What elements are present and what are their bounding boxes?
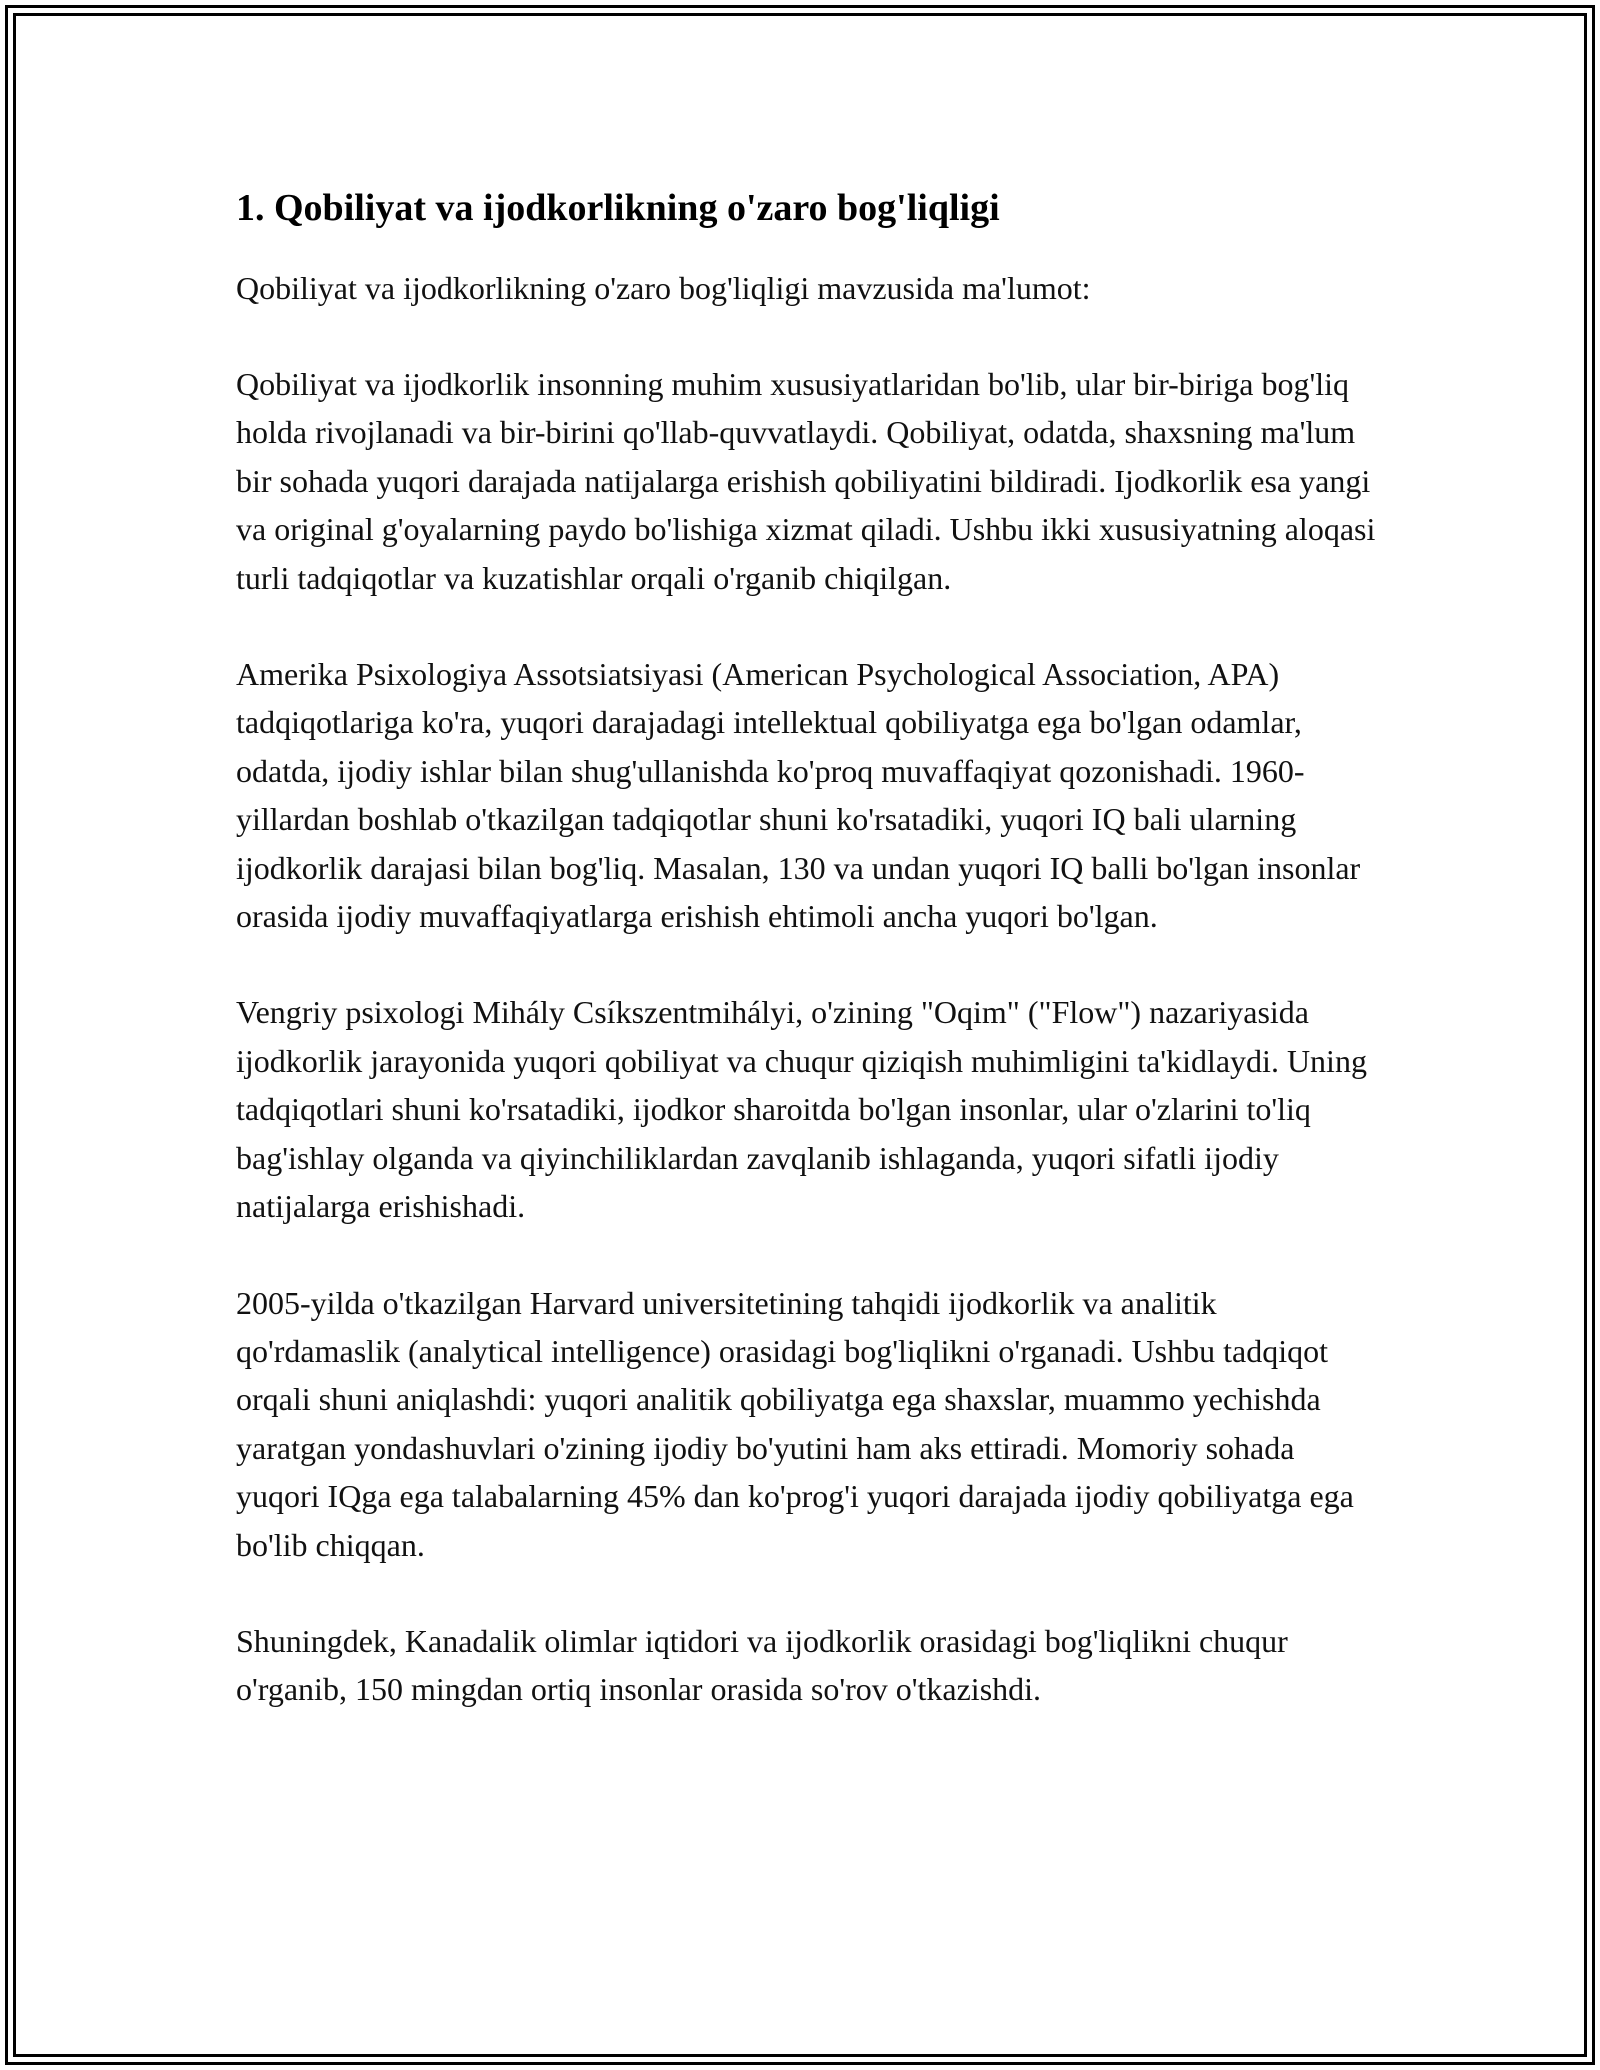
paragraph: Vengriy psixologi Mihály Csíkszentmihályi, o'zining "Oqim" ("Flow") nazariyasida ijodkorlik jarayonida yuqori qobiliyat va chuqur qiziqish muhimligini ta'kidlaydi. Uning tadqiqotlari shuni ko'rsatadiki, ijodkor sharoitda bo'lgan insonlar, ular o'zlarini to'liq bag'ishlay olganda va qiyinchiliklardan zavqlanib ishlaganda, yuqori sifatli ijodiy natijalarga erishishadi. [236,994,1367,1225]
paragraph: Shuningdek, Kanadalik olimlar iqtidori va ijodkorlik orasidagi bog'liqlikni chuqur o'rganib, 150 mingdan ortiq insonlar orasida so'rov o'tkazishdi. [236,1622,1288,1708]
paragraph: Amerika Psixologiya Assotsiatsiyasi (American Psychological Association, APA) tadqiqotlariga ko'ra, yuqori darajadagi intellektual qobiliyatga ega bo'lgan odamlar, odatda, ijodiy ishlar bilan shug'ullanishda ko'proq muvaffaqiyat qozonishadi. 1960-yillardan boshlab o'tkazilgan tadqiqotlar shuni ko'rsatadiki, yuqori IQ bali ularning ijodkorlik darajasi bilan bog'liq. Masalan, 130 va undan yuqori IQ balli bo'lgan insonlar orasida ijodiy muvaffaqiyatlarga erishish ehtimoli ancha yuqori bo'lgan. [236,656,1361,935]
page-title: 1. Qobiliyat va ijodkorlikning o'zaro bog'liqligi [236,187,1000,229]
intro-paragraph: Qobiliyat va ijodkorlikning o'zaro bog'liqligi mavzusida ma'lumot: [236,269,1091,306]
paragraph: Qobiliyat va ijodkorlik insonning muhim xususiyatlaridan bo'lib, ular bir-biriga bog'liq holda rivojlanadi va bir-birini qo'llab-quvvatlaydi. Qobiliyat, odatda, shaxsning ma'lum bir sohada yuqori darajada natijalarga erishish qobiliyatini bildiradi. Ijodkorlik esa yangi va original g'oyalarning paydo bo'lishiga xizmat qiladi. Ushbu ikki xususiyatning aloqasi turli tadqiqotlar va kuzatishlar orqali o'rganib chiqilgan. [236,366,1376,596]
document-body [236,186,1376,1762]
paragraph: 2005-yilda o'tkazilgan Harvard universitetining tahqidi ijodkorlik va analitik qo'rdamaslik (analytical intelligence) orasidagi bog'liqlikni o'rganadi. Ushbu tadqiqot orqali shuni aniqlashdi: yuqori analitik qobiliyatga ega shaxslar, muammo yechishda yaratgan yondashuvlari o'zining ijodiy bo'yutini ham aks ettiradi. Momoriy sohada yuqori IQga ega talabalarning 45% dan ko'prog'i yuqori darajada ijodiy qobiliyatga ega bo'lib chiqqan. [236,1284,1354,1563]
